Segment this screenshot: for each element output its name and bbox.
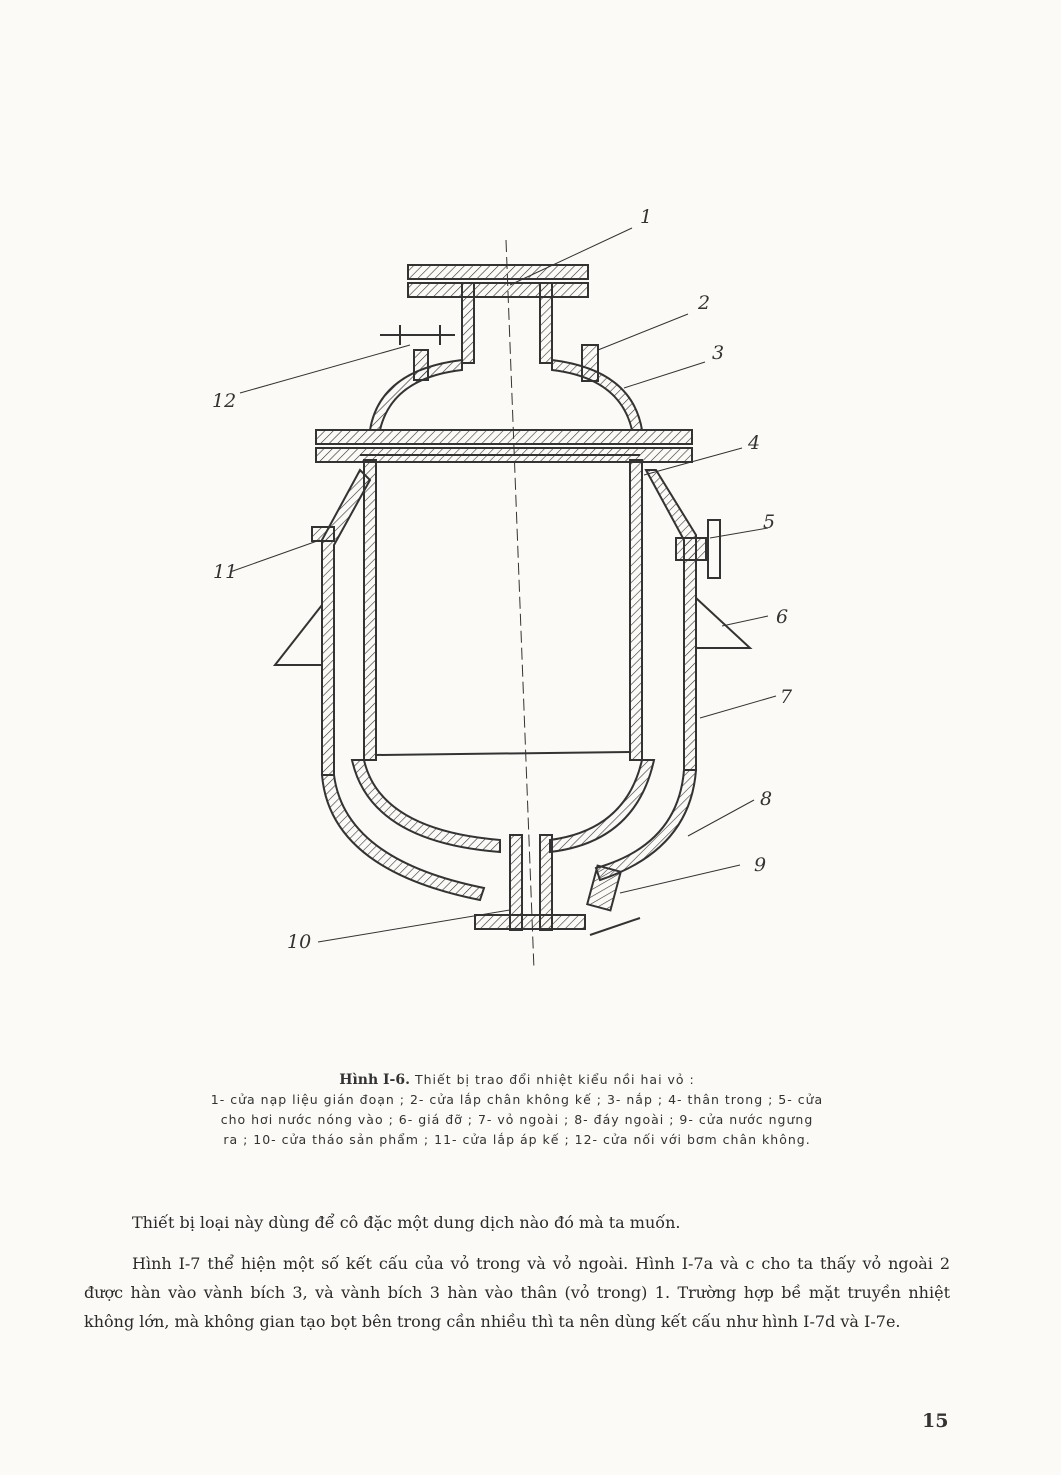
label-1: 1	[640, 206, 653, 228]
caption-title-text: Thiết bị trao đổi nhiệt kiểu nồi hai vỏ :	[414, 1072, 695, 1087]
figure-caption	[92, 1070, 942, 1150]
label-8: 8	[760, 788, 773, 810]
label-9: 9	[754, 854, 767, 876]
label-7: 7	[780, 686, 793, 708]
paragraph-1: Thiết bị loại này dùng để cô đặc một dung dịch nào đó mà ta muốn.	[132, 1213, 681, 1232]
label-12: 12	[212, 390, 237, 412]
page-number: 15	[922, 1410, 949, 1432]
caption-title-line	[92, 1070, 942, 1090]
label-4: 4	[748, 432, 761, 454]
caption-line-2: cho hơi nước nóng vào ; 6- giá đỡ ; 7- vỏ ngoài ; 8- đáy ngoài ; 9- cửa nước ngưng	[220, 1112, 814, 1127]
label-3: 3	[712, 342, 725, 364]
label-11: 11	[213, 561, 238, 583]
caption-line-1: 1- cửa nạp liệu gián đoạn ; 2- cửa lắp chân không kế ; 3- nắp ; 4- thân trong ; 5- cửa	[210, 1092, 824, 1107]
label-6: 6	[776, 606, 789, 628]
label-2: 2	[698, 292, 711, 314]
label-5: 5	[763, 511, 776, 533]
caption-line-3: ra ; 10- cửa tháo sản phẩm ; 11- cửa lắp áp kế ; 12- cửa nối với bơm chân không.	[223, 1132, 811, 1147]
paragraph-2: Hình I-7 thể hiện một số kết cấu của vỏ trong và vỏ ngoài. Hình I-7a và c cho ta thấy vỏ ngoài 2 được hàn vào vành bích 3, và vành bích 3 hàn vào thân (vỏ trong) 1. Trường hợp bề mặt truyền nhiệt không lớn, mà không gian tạo bọt bên trong cần nhiều thì ta nên dùng kết cấu như hình I-7d và I-7e.	[84, 1254, 950, 1331]
caption-title: Hình I-6.	[339, 1072, 410, 1088]
label-10: 10	[287, 931, 312, 953]
